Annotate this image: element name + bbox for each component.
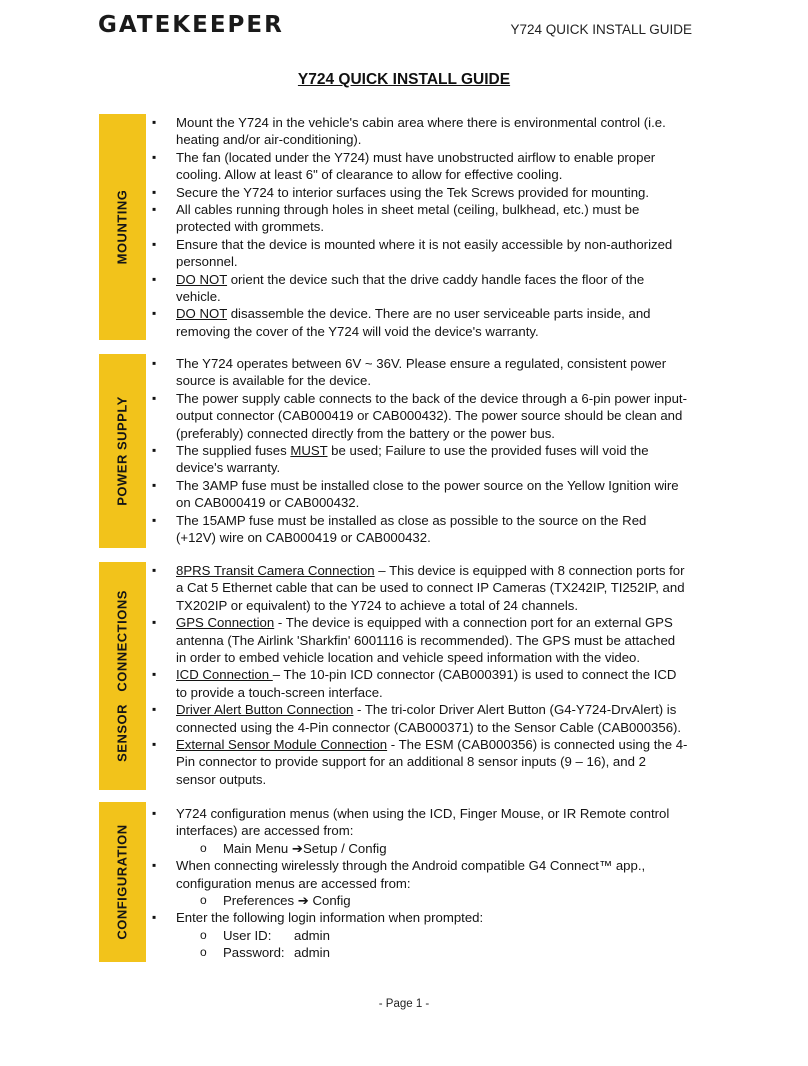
list-item: ▪ The Y724 operates between 6V ~ 36V. Please ensure a regulated, consistent power source is available for the device.: [152, 355, 688, 390]
list-item: ▪ DO NOT disassemble the device. There are no user serviceable parts inside, and removing the cover of the Y724 will void the device's warranty.: [152, 305, 688, 340]
section-power-supply: [99, 354, 699, 548]
section-sensor-connections: [99, 562, 699, 790]
mounting-tab: [99, 114, 146, 340]
sub-item: o Preferences ➔ Config: [200, 893, 351, 909]
list-item: ▪ External Sensor Module Connection - The ESM (CAB000356) is connected using the 4-Pin connector to provide support for an additional 8 sensor inputs (9 – 16), and 2 sensor outputs.: [152, 736, 688, 788]
mounting-list: [152, 114, 688, 340]
list-item: ▪ The 15AMP fuse must be installed as close as possible to the source on the Red (+12V) wire on CAB000419 or CAB000432.: [152, 512, 688, 547]
password-label: Password:: [223, 945, 285, 961]
list-item: ▪ Ensure that the device is mounted where it is not easily accessible by non-authorized personnel.: [152, 236, 688, 271]
user-id-label: User ID:: [223, 927, 272, 943]
user-id-value: admin: [294, 927, 330, 943]
list-item: ▪ Enter the following login information when prompted:: [152, 909, 688, 926]
password-value: admin: [294, 945, 330, 961]
sub-item: [152, 927, 688, 944]
sensor-connections-tab-label: SENSOR CONNECTIONS: [114, 590, 130, 762]
underlined-text: MUST: [290, 443, 328, 459]
power-supply-tab-label: POWER SUPPLY: [114, 396, 130, 506]
configuration-tab-label: CONFIGURATION: [114, 824, 130, 940]
list-item: ▪ ICD Connection – The 10-pin ICD connector (CAB000391) is used to connect the ICD to provide a touch-screen interface.: [152, 666, 688, 701]
underlined-text: Driver Alert Button Connection: [176, 702, 354, 718]
sensor-connections-list: [152, 562, 688, 788]
sub-bullet-marker: o: [200, 927, 207, 942]
list-item: ▪ 8PRS Transit Camera Connection – This device is equipped with 8 connection ports for a Cat 5 Ethernet cable that can be used to connect IP Cameras (TX242IP, TI252IP, and TX202IP or equivalent) to the Y724 to achieve a total of 24 channels.: [152, 562, 688, 614]
list-item: ▪ Driver Alert Button Connection - The tri-color Driver Alert Button (G4-Y724-DrvAlert) is connected using the 4-Pin connector (CAB000371) to the Sensor Cable (CAB000356).: [152, 701, 688, 736]
list-item: ▪ Y724 configuration menus (when using the ICD, Finger Mouse, or IR Remote control interfaces) are accessed from:: [152, 805, 688, 840]
list-item: ▪ Secure the Y724 to interior surfaces using the Tek Screws provided for mounting.: [152, 184, 688, 201]
underlined-text: ICD Connection: [176, 667, 273, 683]
list-item: ▪ The supplied fuses MUST be used; Failure to use the provided fuses will void the device's warranty.: [152, 442, 688, 477]
header-title: Y724 QUICK INSTALL GUIDE: [510, 22, 692, 37]
underlined-text: DO NOT: [176, 271, 228, 287]
configuration-list: [152, 805, 688, 962]
configuration-tab: [99, 802, 146, 962]
list-item: ▪ All cables running through holes in sheet metal (ceiling, bulkhead, etc.) must be protected with grommets.: [152, 201, 688, 236]
sensor-connections-tab: [99, 562, 146, 790]
power-supply-list: [152, 355, 688, 546]
list-item: ▪ The fan (located under the Y724) must have unobstructed airflow to enable proper cooling. Allow at least 6" of clearance to allow for effective cooling.: [152, 149, 688, 184]
sub-bullet-marker: o: [200, 840, 207, 855]
page-title: Y724 QUICK INSTALL GUIDE: [297, 71, 511, 88]
sub-bullet-marker: o: [200, 893, 207, 908]
underlined-text: 8PRS Transit Camera Connection: [176, 563, 375, 578]
list-item: ▪ DO NOT orient the device such that the drive caddy handle faces the floor of the vehicle.: [152, 271, 688, 306]
list-item: ▪ The 3AMP fuse must be installed close to the power source on the Yellow Ignition wire on CAB000419 or CAB000432.: [152, 477, 688, 512]
list-item: ▪ Mount the Y724 in the vehicle's cabin area where there is environmental control (i.e. heating and/or air-conditioning).: [152, 114, 688, 149]
mounting-tab-label: MOUNTING: [114, 189, 130, 265]
section-configuration: [99, 802, 699, 962]
list-item: ▪ The power supply cable connects to the back of the device through a 6-pin power input-output connector (CAB000419 or CAB000432). The power source should be clean and (preferably) connected directly from the battery or the power bus.: [152, 390, 688, 442]
sub-item: [152, 944, 688, 961]
sub-bullet-marker: o: [200, 945, 207, 960]
underlined-text: External Sensor Module Connection: [176, 737, 388, 753]
underlined-text: DO NOT: [176, 306, 228, 322]
power-supply-tab: [99, 354, 146, 548]
page-number: - Page 1 -: [378, 998, 430, 1010]
gatekeeper-logo: GATEKEEPER: [98, 12, 284, 38]
list-item: ▪ When connecting wirelessly through the Android compatible G4 Connect™ app., configuration menus are accessed from:: [152, 857, 688, 892]
sub-item: o Main Menu ➔Setup / Config: [200, 840, 387, 856]
underlined-text: GPS Connection: [176, 615, 275, 631]
section-mounting: [99, 114, 699, 340]
list-item: ▪ GPS Connection - The device is equipped with a connection port for an external GPS antenna (The Airlink 'Sharkfin' 6001116 is recommended). The GPS must be attached in order to embed vehicle location and vehicle speed information with the video.: [152, 614, 688, 666]
